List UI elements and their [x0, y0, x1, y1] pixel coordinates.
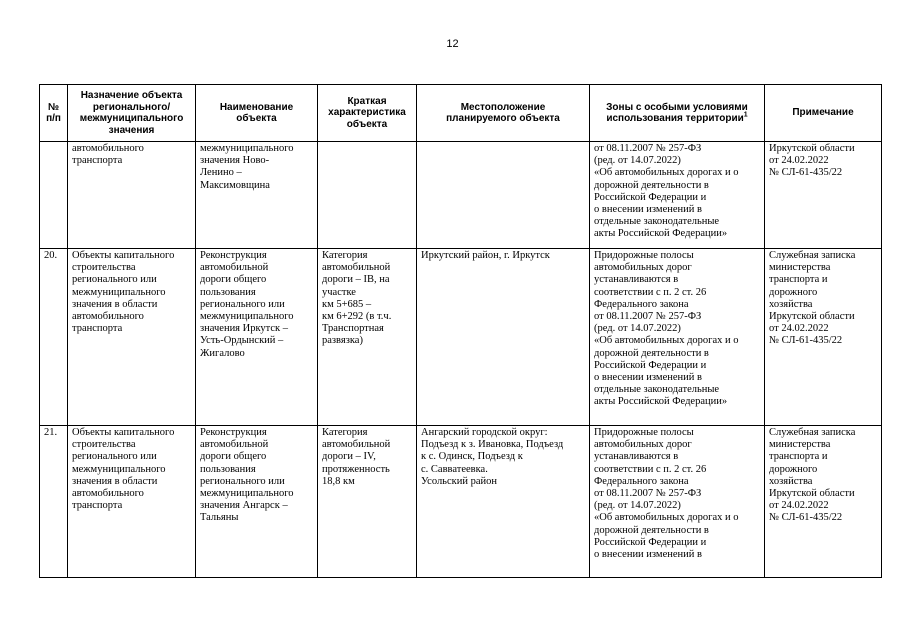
cell-line: хозяйства	[769, 298, 813, 310]
cell-num: 21.	[40, 426, 68, 578]
cell-line: от 24.02.2022	[769, 323, 829, 335]
cell-line: с. Савватеевка.	[421, 463, 488, 475]
cell-line: Тальяны	[200, 512, 239, 524]
cell-line: отдельные законодательные	[594, 384, 720, 396]
cell-line: Иркутский район, г. Иркутск	[421, 250, 550, 261]
header-location	[417, 85, 590, 142]
cell-line: дороги – IV,	[322, 451, 376, 463]
header-purpose	[68, 85, 196, 142]
cell-line: дороги – IВ, на	[322, 274, 390, 286]
cell-line: значения Ново-	[200, 155, 270, 167]
cell-line: Транспортная	[322, 323, 384, 335]
cell-line: автомобильного	[72, 488, 144, 500]
cell-zones	[590, 249, 765, 426]
cell-line: строительства	[72, 262, 136, 274]
cell-line: регионального/	[92, 101, 171, 113]
cell-line: Служебная записка	[769, 250, 856, 261]
cell-line: участке	[322, 286, 356, 298]
cell-location	[417, 249, 590, 426]
cell-line: пользования	[200, 286, 256, 298]
cell-line: межмуниципального	[200, 143, 294, 154]
cell-line: автомобильной	[322, 262, 391, 274]
cell-line: автомобильной	[200, 262, 269, 274]
cell-line: строительства	[72, 439, 136, 451]
cell-line: о внесении изменений в	[594, 549, 702, 561]
cell-line: (ред. от 14.07.2022)	[594, 500, 681, 512]
cell-line: Зоны с особыми условиями	[606, 101, 748, 113]
cell-line: Придорожные полосы	[594, 427, 694, 438]
cell-line: хозяйства	[769, 475, 813, 487]
cell-line: «Об автомобильных дорогах и о	[594, 167, 739, 179]
cell-line: дорожной деятельности в	[594, 179, 709, 191]
cell-line: от 24.02.2022	[769, 500, 829, 512]
cell-line: автомобильного	[72, 311, 144, 323]
cell-line: межмуниципального	[200, 311, 294, 323]
cell-zones	[590, 142, 765, 249]
cell-line: дорожной деятельности в	[594, 524, 709, 536]
cell-line: Федерального закона	[594, 475, 689, 487]
header-name	[196, 85, 318, 142]
cell-line: планируемого объекта	[446, 113, 560, 124]
cell-line: км 6+292 (в т.ч.	[322, 311, 392, 323]
cell-note	[765, 249, 882, 426]
header-note	[765, 85, 882, 142]
cell-line: характеристика	[328, 107, 406, 119]
cell-line: Подъезд к з. Ивановка, Подъезд	[421, 439, 564, 451]
cell-line: Иркутской области	[769, 143, 855, 154]
page-number: 12	[446, 38, 459, 50]
cell-line: о внесении изменений в	[594, 372, 702, 384]
cell-line: Иркутской области	[769, 488, 855, 500]
table-row	[40, 426, 882, 578]
cell-line: Российской Федерации и	[594, 359, 707, 371]
cell-line: Объекты капитального	[72, 250, 175, 261]
cell-line: соответствии с п. 2 ст. 26	[594, 286, 707, 298]
header-zones	[590, 85, 765, 142]
cell-line: Объекты капитального	[72, 427, 175, 438]
cell-line: «Об автомобильных дорогах и о	[594, 335, 739, 347]
cell-line: Российской Федерации и	[594, 536, 707, 548]
cell-brief	[318, 249, 417, 426]
cell-line: транспорта	[72, 155, 123, 167]
cell-line: Усть-Ордынский –	[200, 335, 284, 347]
planned-objects-table	[39, 84, 882, 578]
cell-line: значения	[108, 124, 155, 136]
cell-line: межмуниципального	[72, 463, 166, 475]
cell-line: транспорта	[72, 323, 123, 335]
cell-name	[196, 142, 318, 249]
cell-line: дороги общего	[200, 451, 267, 463]
cell-line: Местоположение	[460, 101, 546, 113]
cell-line: Категория	[322, 427, 368, 438]
cell-purpose	[68, 142, 196, 249]
cell-line: Наименование	[219, 101, 294, 113]
cell-line: регионального или	[72, 451, 157, 463]
cell-note	[765, 142, 882, 249]
cell-line: «Об автомобильных дорогах и о	[594, 512, 739, 524]
cell-line: объекта	[346, 118, 388, 130]
cell-purpose	[68, 426, 196, 578]
cell-line: автомобильной	[200, 439, 269, 451]
cell-line: использования территории$^1$	[606, 111, 748, 124]
cell-line: Ангарский городской округ:	[421, 427, 548, 438]
cell-line: регионального или	[72, 274, 157, 286]
header-brief	[318, 85, 417, 142]
cell-line: Максимовщина	[200, 179, 270, 191]
cell-line: акты Российской Федерации»	[594, 396, 728, 408]
cell-line: автомобильной	[322, 439, 391, 451]
cell-line: №	[47, 101, 60, 113]
cell-location	[417, 142, 590, 249]
cell-line: развязка)	[322, 335, 363, 347]
cell-zones	[590, 426, 765, 578]
cell-name	[196, 249, 318, 426]
cell-line: транспорта	[72, 500, 123, 512]
cell-brief	[318, 426, 417, 578]
cell-line: о внесении изменений в	[594, 204, 702, 216]
cell-line: устанавливаются в	[594, 451, 679, 463]
cell-line: регионального или	[200, 475, 285, 487]
cell-line: межмуниципального	[200, 488, 294, 500]
cell-line: Усольский район	[421, 475, 497, 487]
cell-note	[765, 426, 882, 578]
cell-line: устанавливаются в	[594, 274, 679, 286]
cell-line: № СЛ-61-435/22	[769, 335, 843, 347]
table-header-row	[40, 85, 882, 142]
cell-line: Краткая	[347, 95, 387, 107]
cell-line: отдельные законодательные	[594, 216, 720, 228]
footnote-marker: 1	[743, 111, 748, 119]
cell-line: Российской Федерации и	[594, 191, 707, 203]
cell-name	[196, 426, 318, 578]
cell-line: № СЛ-61-435/22	[769, 167, 843, 179]
cell-line: значения в области	[72, 298, 158, 310]
cell-line: значения Ангарск –	[200, 500, 288, 512]
cell-line: Иркутской области	[769, 311, 855, 323]
cell-line: дорожной деятельности в	[594, 347, 709, 359]
cell-line: Назначение объекта	[80, 90, 183, 101]
cell-num: 20.	[40, 249, 68, 426]
cell-line: Реконструкция	[200, 427, 267, 438]
cell-line: межмуниципального	[72, 286, 166, 298]
cell-line: дорожного	[769, 286, 818, 298]
cell-line: № СЛ-61-435/22	[769, 512, 843, 524]
cell-line: Придорожные полосы	[594, 250, 694, 261]
cell-line: 18,8 км	[322, 475, 355, 487]
cell-line: регионального или	[200, 298, 285, 310]
cell-line: министерства	[769, 262, 831, 274]
cell-line: от 08.11.2007 № 257-ФЗ	[594, 311, 702, 323]
cell-purpose	[68, 249, 196, 426]
cell-line: Категория	[322, 250, 368, 261]
cell-line: (ред. от 14.07.2022)	[594, 155, 681, 167]
cell-line: значения в области	[72, 475, 158, 487]
cell-num	[40, 142, 68, 249]
cell-line: от 08.11.2007 № 257-ФЗ	[594, 488, 702, 500]
cell-line: к с. Одинск, Подъезд к	[421, 451, 523, 463]
cell-line: дороги общего	[200, 274, 267, 286]
cell-line: Реконструкция	[200, 250, 267, 261]
cell-line: значения Иркутск –	[200, 323, 289, 335]
cell-line: автомобильного	[72, 143, 144, 154]
cell-line: протяженность	[322, 463, 390, 475]
cell-line: Примечание	[792, 107, 854, 119]
cell-line: Ленино –	[200, 167, 242, 179]
cell-location	[417, 426, 590, 578]
cell-line: Служебная записка	[769, 427, 856, 438]
cell-line: от 24.02.2022	[769, 155, 829, 167]
table-row	[40, 249, 882, 426]
table-row	[40, 142, 882, 249]
cell-line: от 08.11.2007 № 257-ФЗ	[594, 143, 702, 154]
cell-line: Федерального закона	[594, 298, 689, 310]
header-num	[40, 85, 68, 142]
cell-line: Жигалово	[200, 347, 245, 359]
cell-line: (ред. от 14.07.2022)	[594, 323, 681, 335]
cell-line: дорожного	[769, 463, 818, 475]
cell-brief	[318, 142, 417, 249]
cell-line: пользования	[200, 463, 256, 475]
cell-line: акты Российской Федерации»	[594, 228, 728, 240]
cell-line: объекта	[236, 113, 277, 124]
cell-line: транспорта и	[769, 451, 828, 463]
cell-line: транспорта и	[769, 274, 828, 286]
cell-line: министерства	[769, 439, 831, 451]
cell-line: км 5+685 –	[322, 298, 372, 310]
cell-line: межмуниципального	[79, 113, 184, 124]
cell-line: автомобильных дорог	[594, 262, 692, 274]
cell-line: соответствии с п. 2 ст. 26	[594, 463, 707, 475]
cell-line: автомобильных дорог	[594, 439, 692, 451]
cell-line: п/п	[46, 113, 61, 124]
